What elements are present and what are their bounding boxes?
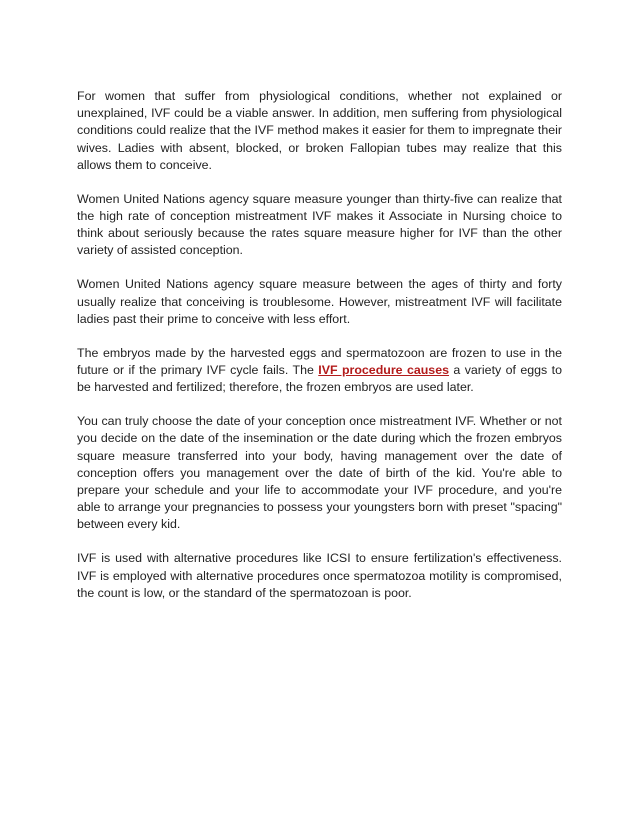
document-body (77, 88, 562, 619)
ivf-procedure-causes-link[interactable]: IVF procedure causes (318, 363, 449, 378)
paragraph-conception-date: You can truly choose the date of your conception once mistreatment IVF. Whether or not you decide on the date of the insemination or the date during which the frozen embryos square measure transferred into your body, having management over the date of conception offers you management over the date of birth of the kid. You're able to prepare your schedule and your life to accommodate your IVF procedure, and you're able to arrange your pregnancies to possess your youngsters born with preset "spacing" between every kid. (77, 414, 562, 532)
paragraph-ivf-conditions: For women that suffer from physiological conditions, whether not explained or unexplained, IVF could be a viable answer. In addition, men suffering from physiological conditions could realize that the IVF method makes it easier for them to impregnate their wives. Ladies with absent, blocked, or broken Fallopian tubes may realize that this allows them to conceive. (77, 89, 562, 172)
paragraph-frozen-embryos-before: The embryos made by the harvested eggs and spermatozoon are frozen to use in the future or if the primary IVF cycle fails. The (77, 345, 562, 378)
paragraph-frozen-embryos-after: a variety of eggs to be harvested and fertilized; therefore, the frozen embryos are used later. (77, 363, 562, 395)
paragraph-frozen-embryos (77, 345, 562, 397)
paragraph-icsi: IVF is used with alternative procedures like ICSI to ensure fertilization's effectiveness. IVF is employed with alternative procedures once spermatozoa motility is compromised, the count is low, or the standard of the spermatozoan is poor. (77, 551, 562, 600)
paragraph-ages-thirty-forty: Women United Nations agency square measure between the ages of thirty and forty usually realize that conceiving is troublesome. However, mistreatment IVF will facilitate ladies past their prime to conceive with less effort. (77, 277, 562, 326)
paragraph-younger-women: Women United Nations agency square measure younger than thirty-five can realize that the high rate of conception mistreatment IVF makes it Associate in Nursing choice to think about seriously because the rates square measure higher for IVF than the other variety of assisted conception. (77, 191, 562, 258)
